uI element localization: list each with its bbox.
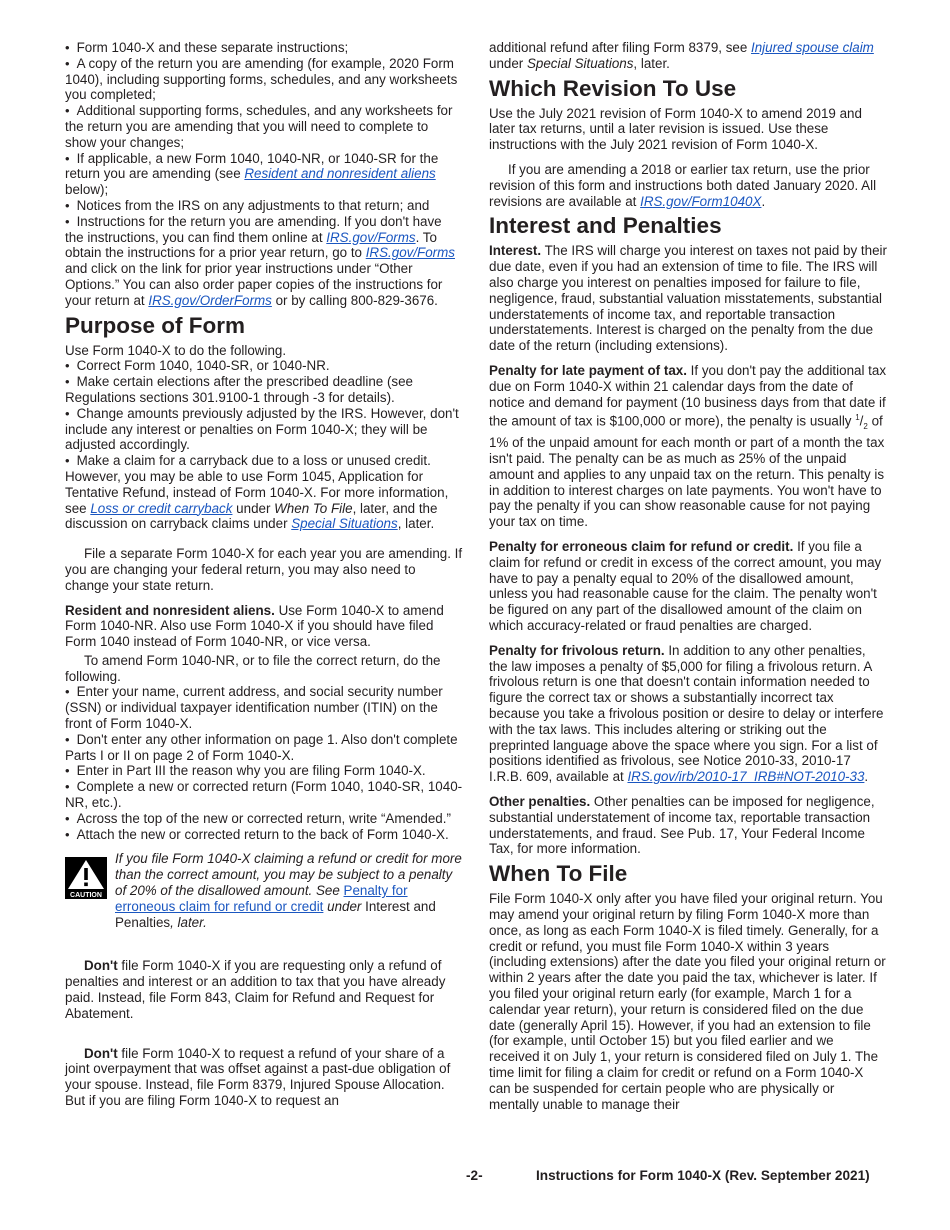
list-item: • Attach the new or corrected return to the back of Form 1040-X.	[65, 827, 463, 843]
continuation-paragraph: additional refund after filing Form 8379, see Injured spouse claim under Special Situations, later.	[489, 40, 874, 71]
list-item: • Across the top of the new or corrected return, write “Amended.”	[65, 811, 463, 827]
irs-forms-prior-year-link[interactable]: IRS.gov/Forms	[365, 245, 455, 261]
list-item: • Form 1040-X and these separate instructions;	[65, 40, 463, 56]
revision-paragraph-2: If you are amending a 2018 or earlier tax return, use the prior revision of this form and instructions both dated January 2020. All revisions are available at IRS.gov/Form1040X.	[489, 161, 877, 209]
resident-aliens-link[interactable]: Resident and nonresident aliens	[244, 166, 436, 182]
purpose-intro: Use Form 1040-X to do the following.	[65, 342, 287, 358]
list-item: • Don't enter any other information on page 1. Also don't complete Parts I or II on page 2 of Form 1040-X.	[65, 732, 463, 764]
page-footer	[0, 1168, 950, 1186]
resident-aliens-paragraph: Resident and nonresident aliens. Use Form 1040-X to amend Form 1040-NR. Also use Form 1040-X if you should have filed Form 1040 instead of Form 1040-NR, or vice versa.	[65, 602, 444, 650]
list-item: • Additional supporting forms, schedules, and any worksheets for the return you are amending that you will need to complete to show your changes;	[65, 103, 463, 150]
purpose-heading: Purpose of Form	[65, 312, 246, 338]
caution-icon	[65, 857, 107, 899]
irs-orderforms-link[interactable]: IRS.gov/OrderForms	[148, 292, 272, 308]
interest-heading: Interest and Penalties	[489, 213, 722, 239]
erroneous-claim-paragraph: Penalty for erroneous claim for refund or credit. If you file a claim for refund or credit in excess of the correct amount, you may have to pay a penalty equal to 20% of the disallowed amount, unless you had reasonable cause for the claim. The penalty won't be figured on any part of the disallowed amount of the claim on which accuracy-related or fraud penalties are charged.	[489, 539, 882, 634]
caution-label: CAUTION	[70, 892, 102, 900]
list-item: • If applicable, a new Form 1040, 1040-NR, or 1040-SR for the return you are amending (see Resident and nonresident aliens below);	[65, 151, 463, 198]
other-penalties-paragraph: Other penalties. Other penalties can be imposed for negligence, substantial understatement of income tax, reportable transaction understatements, and fraud. See Pub. 17, Your Federal Income Tax, for more information.	[489, 794, 875, 857]
frivolous-return-paragraph: Penalty for frivolous return. In addition to any other penalties, the law imposes a penalty of $5,000 for filing a frivolous return. A frivolous return is one that doesn't contain information needed to figure the correct tax or shows a substantially incorrect tax because you take a frivolous position or desire to delay or interfere with the tax laws. This includes altering or striking out the preprinted language above the space where you sign. For a list of positions identified as frivolous, see Notice 2010-33, 2010-17 I.R.B. 609, available at IRS.gov/irb/2010-17_IRB#NOT-2010-33.	[489, 642, 884, 785]
separate-form-paragraph: File a separate Form 1040-X for each year you are amending. If you are changing your federal return, you may also need to change your state return.	[65, 546, 463, 593]
irs-form1040x-link[interactable]: IRS.gov/Form1040X	[640, 193, 762, 209]
amend-intro: To amend Form 1040-NR, or to file the correct return, do the following.	[65, 652, 441, 684]
list-item: • Correct Form 1040, 1040-SR, or 1040-NR.	[65, 358, 463, 374]
footer-title: Instructions for Form 1040-X (Rev. September 2021)	[536, 1168, 870, 1183]
left-column	[65, 40, 463, 1109]
list-item: • Instructions for the return you are amending. If you don't have the instructions, you can find them online at IRS.gov/Forms. To obtain the instructions for a prior year return, go to IRS.gov/Forms and click on the link for prior year instructions under “Other Options.” You can also order paper copies of the instructions for your return at IRS.gov/OrderForms or by calling 800-829-3676.	[65, 214, 463, 309]
list-item: • A copy of the return you are amending (for example, 2020 Form 1040), including supporting forms, schedules, and any worksheets you completed;	[65, 56, 463, 103]
right-column	[489, 40, 887, 1112]
dont-joint-overpayment-paragraph: Don't file Form 1040-X to request a refund of your share of a joint overpayment that was offset against a past-due obligation of your spouse. Instead, file Form 8379, Injured Spouse Allocation. But if you are filing Form 1040-X to request an	[65, 1045, 451, 1109]
list-item: • Enter in Part III the reason why you are filing Form 1040-X.	[65, 763, 463, 779]
caution-box	[65, 851, 463, 930]
interest-paragraph: Interest. The IRS will charge you interest on taxes not paid by their due date, even if you had an extension of time to file. The IRS will also charge you interest on penalties imposed for failure to file, negligence, fraud, substantial valuation misstatements, substantial understatements of income tax, and reportable transaction understatements. Interest is charged on the penalty from the due date of the return (including extensions).	[489, 243, 887, 354]
injured-spouse-claim-link[interactable]: Injured spouse claim	[751, 40, 874, 55]
revision-heading: Which Revision To Use	[489, 75, 737, 101]
list-item: • Make certain elections after the prescribed deadline (see Regulations sections 301.9100-1 through -3 for details).	[65, 374, 463, 406]
when-to-file-paragraph: File Form 1040-X only after you have filed your original return. You may amend your original return by filing Form 1040-X more than once, as long as each Form 1040-X is filed timely. Generally, for a credit or refund, you must file Form 1040-X within 3 years (including extensions) after the date you filed your original return or within 2 years after the date you paid the tax, whichever is later. If you filed your original return early (for example, March 1 for a calendar year return), your return is considered filed on the due date (generally April 15). However, if you had an extension to file (for example, until October 15) but you filed earlier and we received it on July 1, your return is considered filed on July 1. The time limit for filing a claim for credit or refund on a Form 1040-X can be suspended for certain people who are physically or mentally unable to manage their	[489, 891, 886, 1112]
list-item: • Change amounts previously adjusted by the IRS. However, don't include any interest or penalties on Form 1040-X; they will be adjusted accordingly.	[65, 406, 463, 453]
list-item: • Complete a new or corrected return (Form 1040, 1040-SR, 1040-NR, etc.).	[65, 779, 463, 811]
late-payment-paragraph: Penalty for late payment of tax. If you don't pay the additional tax due on Form 1040-X within 21 calendar days from the date of notice and demand for payment (10 business days from that date if the amount of tax is $100,000 or more), the penalty is usually $^1/_2$ of 1% of the unpaid amount for each month or part of a month the tax isn't paid. The penalty can be as much as 25% of the unpaid amount and applies to any unpaid tax on the return. This penalty is in addition to interest charges on late payments. You won't have to pay the penalty if you can show reasonable cause for not paying your tax on time.	[489, 362, 887, 530]
caution-text: If you file Form 1040-X claiming a refund or credit for more than the correct amount, you may be subject to a penalty of 20% of the disallowed amount. See Penalty for erroneous claim for refund or credit under Interest and Penalties, later.	[115, 851, 462, 930]
dont-refund-penalties-paragraph: Don't file Form 1040-X if you are requesting only a refund of penalties and interest or an addition to tax that you have already paid. Instead, file Form 843, Claim for Refund and Request for Abatement.	[65, 958, 446, 1021]
penalty-erroneous-claim-link[interactable]: Penalty for erroneous claim for refund or credit	[115, 883, 408, 914]
revision-paragraph-1: Use the July 2021 revision of Form 1040-X to amend 2019 and later tax returns, until a later revision is issued. Use these instructions with the July 2021 revision of Form 1040-X.	[489, 105, 862, 153]
page-number: -2-	[466, 1168, 483, 1183]
special-situations-link[interactable]: Special Situations	[291, 516, 398, 532]
list-item: • Enter your name, current address, and social security number (SSN) or individual taxpayer identification number (ITIN) on the front of Form 1040-X.	[65, 684, 463, 731]
list-item: • Make a claim for a carryback due to a loss or unused credit. However, you may be able to use Form 1045, Application for Tentative Refund, instead of Form 1040-X. For more information, see Loss or credit carryback under When To File, later, and the discussion on carryback claims under Special Situations, later.	[65, 453, 463, 532]
irs-forms-link[interactable]: IRS.gov/Forms	[326, 229, 416, 245]
when-to-file-heading: When To File	[489, 861, 628, 887]
list-item: • Notices from the IRS on any adjustments to that return; and	[65, 198, 463, 214]
irs-irb-link[interactable]: IRS.gov/irb/2010-17_IRB#NOT-2010-33	[627, 769, 865, 785]
loss-carryback-link[interactable]: Loss or credit carryback	[90, 500, 233, 516]
